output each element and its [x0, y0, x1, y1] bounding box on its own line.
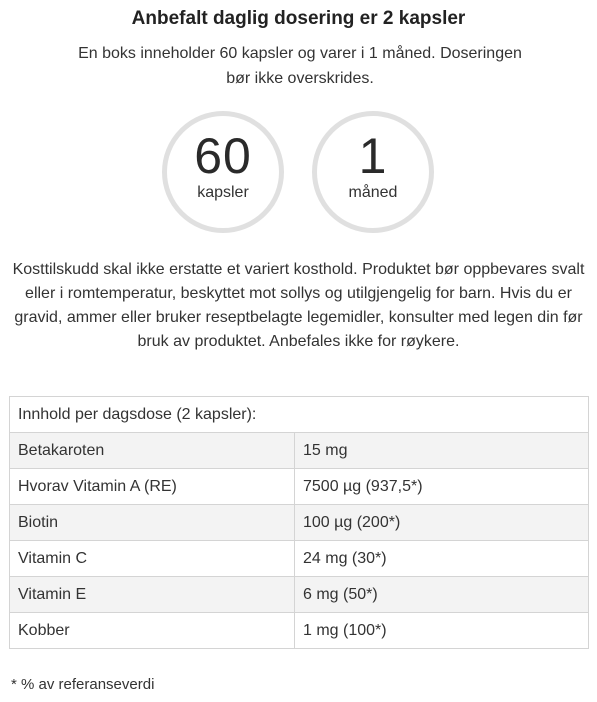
- nutrient-amount: 100 µg (200*): [295, 505, 589, 541]
- intro-text: En boks inneholder 60 kapsler og varer i 1 måned. Doseringen bør ikke overskrides.: [78, 45, 522, 87]
- nutrient-amount: 7500 µg (937,5*): [295, 469, 589, 505]
- nutrient-amount: 1 mg (100*): [295, 613, 589, 649]
- table-row: [10, 541, 589, 577]
- table-row: [10, 505, 589, 541]
- capsule-count-unit: kapsler: [197, 184, 249, 201]
- section-title: Anbefalt daglig dosering er 2 kapsler: [131, 8, 466, 29]
- nutrient-name: Vitamin C: [10, 541, 295, 577]
- nutrient-name: Hvorav Vitamin A (RE): [10, 469, 295, 505]
- duration-circle: [312, 111, 434, 233]
- nutrient-amount: 15 mg: [295, 433, 589, 469]
- table-header-row: [10, 397, 589, 433]
- table-row: [10, 613, 589, 649]
- footnote: * % av referanseverdi: [11, 676, 155, 693]
- disclaimer-text: Kosttilskudd skal ikke erstatte et variert kosthold. Produktet bør oppbevares svalt eller i romtemperatur, beskyttet mot sollys og utilgjengelig for barn. Hvis du er gravid, ammer eller bruker reseptbelagte legemidler, konsulter med legen din før bruk av produktet. Anbefales ikke for røykere.: [12, 261, 585, 350]
- capsule-count-circle: [162, 111, 284, 233]
- duration-value: 1: [358, 128, 388, 184]
- table-row: [10, 433, 589, 469]
- nutrient-name: Kobber: [10, 613, 295, 649]
- capsule-count-value: 60: [194, 128, 252, 184]
- duration-unit: måned: [348, 184, 398, 201]
- nutrient-amount: 24 mg (30*): [295, 541, 589, 577]
- nutrition-table: [9, 396, 589, 649]
- nutrient-amount: 6 mg (50*): [295, 577, 589, 613]
- nutrient-name: Biotin: [10, 505, 295, 541]
- table-row: [10, 577, 589, 613]
- table-header: Innhold per dagsdose (2 kapsler):: [10, 397, 589, 433]
- table-row: [10, 469, 589, 505]
- nutrient-name: Betakaroten: [10, 433, 295, 469]
- nutrient-name: Vitamin E: [10, 577, 295, 613]
